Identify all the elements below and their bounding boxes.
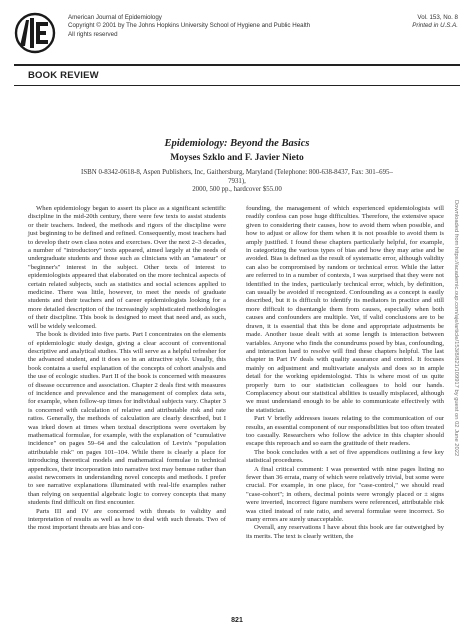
download-watermark [454,200,464,600]
paragraph: Part V briefly addresses issues relating to the communication of our results, an essential component of our responsibilities but too often treated too casually. Researchers who follow the advice in this chapter should escape this reproach and so earn the gratitude of their readers. [246,415,444,448]
isbn-line-1: ISBN 0-8342-0618-8, Aspen Publishers, Inc, Gaithersburg, Maryland (Telephone: 800-638-8437, Fax: 301–695–7931), [81,169,393,185]
copyright-line: Copyright © 2001 by The Johns Hopkins University School of Hygiene and Public Health [68,22,311,30]
book-authors: Moyses Szklo and F. Javier Nieto [170,153,304,163]
book-title: Epidemiology: Beyond the Basics [164,138,310,149]
left-column [28,205,226,533]
rights-line: All rights reserved [68,30,118,38]
section-rule [14,85,460,86]
paragraph: A final critical comment: I was presented with nine pages listing no fewer than 36 errata, many of which were relatively trivial, but some were crucial. For example, in one place, for "case-control," we should read "case-cohort"; in others, decimal points were wrongly placed or ± signs were inverted, incorrect figure numbers were referenced, attributable risk was cited instead of rate ratio, and several formulae were incorrect. So many errors are surely unacceptable. [246,465,444,524]
aje-logo [14,12,58,54]
journal-header [14,12,460,60]
page-number: 821 [231,617,243,624]
paragraph: When epidemiology began to assert its place as a significant scientific discipline in the mid-20th century, there were few texts to assist students or their teachers. Indeed, the methods and rigors of the discipline were just beginning to be defined and refined. Consequently, most teachers had to develop their own class notes and exercises. Over the next 2–3 decades, a number of "introductory" texts appeared, aimed largely at the needs of undergraduate students and those such as clinicians with an "amateur" or "beginner's" interest in the subject. Other texts of interest to epidemiologists appeared that elaborated on the more technical aspects of certain related subjects, such as statistics and social sciences applied to medicine. There was little, however, to meet the needs of graduate students and their teachers and of career epidemiologists looking for a more detailed description of the increasingly sophisticated methodologies of their discipline. This book is designed to meet that need and, as such, will be widely welcomed. [28,205,226,330]
right-column [246,205,444,541]
paragraph: Overall, any reservations I have about this book are far outweighed by its merits. The text is clearly written, the [246,524,444,540]
journal-name: American Journal of Epidemiology [68,14,162,21]
book-isbn [78,169,396,195]
publication-info [68,14,310,39]
isbn-line-2: 2000, 500 pp., hardcover $55.00 [192,186,282,193]
header-rule [14,64,460,66]
paragraph: founding, the management of which experienced epidemiologists will readily confess can pose huge difficulties. Therefore, the extensive space given to considering their causes, how to avoid them when possible, and how to adjust or allow for them when it is not possible to avoid them is amply justified. I found these chapters particularly helpful, for example, in categorizing the various types of bias and how they may arise and be avoided. Bias is defined as the result of systematic error, although validity can also be compromised by random or technical error. While the latter are referred to in a number of contexts, I was surprised that they were not identified in the index, particularly technical error, which, by definition, can usually be avoided if recognized. Confounding as a concept is easily described, but it is difficult to identify its mediators in practice and still more difficult to disentangle them from causes, especially when both causes and confounders are multiple. Yet, if valid conclusions are to be drawn, it is essential that this be done and appropriate adjustments be made. Another issue dealt with at some length is interaction between variables. Anyone who finds the conundrums posed by bias, confounding, and interaction hard to resolve will find these chapters helpful. The last chapter in Part IV deals with quality assurance and control. It focuses mainly on adjustment and multivariate analysis and does so in ample detail for the working epidemiologist. This is where most of us quite properly turn to our statistician colleagues to hold our hands. Complacency about our statistical abilities is usually misplaced, although we must understand enough to be able to communicate effectively with the statistician. [246,205,444,414]
volume-number: Vol. 153, No. 8 [417,14,458,21]
download-notice: Downloaded from https://academic.oup.com/aje/article/153/8/821/109917 by guest on 02 June 2022 [453,200,459,457]
paragraph: Parts III and IV are concerned with threats to validity and interpretation of results as well as how to deal with such threats. Two of the most important threats are bias and con- [28,507,226,532]
volume-info [412,14,458,31]
paragraph: The book concludes with a set of five appendices outlining a few key statistical procedures. [246,448,444,465]
printed-in: Printed in U.S.A. [412,22,458,30]
section-label: BOOK REVIEW [28,70,99,81]
paragraph: The book is divided into five parts. Part I concentrates on the elements of epidemiologic study design, giving a clear account of conventional descriptive and analytical studies. This will serve as a helpful refresher for the advanced student, and it does so in an attractive style. Usually, this book contains a useful explanation of the concepts of cohort analysis and the use of ecologic studies. Part II of the book is concerned with measures of disease occurrence and association. Chapter 2 deals first with measures of incidence and prevalence and the management of complex data sets, for example, when follow-up times for individual subjects vary. Chapter 3 is concerned with calculation of relative and attributable risk and rate ratios. Generally, the methods of calculation are clearly described, but I was irked down at times when textual descriptions were overtaken by mathematical formulae, for example, with the explanation of "cumulative incidence" on pages 59–64 and the calculation of Levin's "population attributable risk" on pages 101–104. While there is clearly a place for introducing theoretical models and mathematical formulae in technical appendices, their incorporation into narrative text may bemuse rather than assist newcomers in understanding novel concepts and methods. I prefer to see narrative explanations illuminated with real-life examples rather than relying on sequential algebraic logic to convey concepts that many students find difficult on first encounter. [28,331,226,507]
